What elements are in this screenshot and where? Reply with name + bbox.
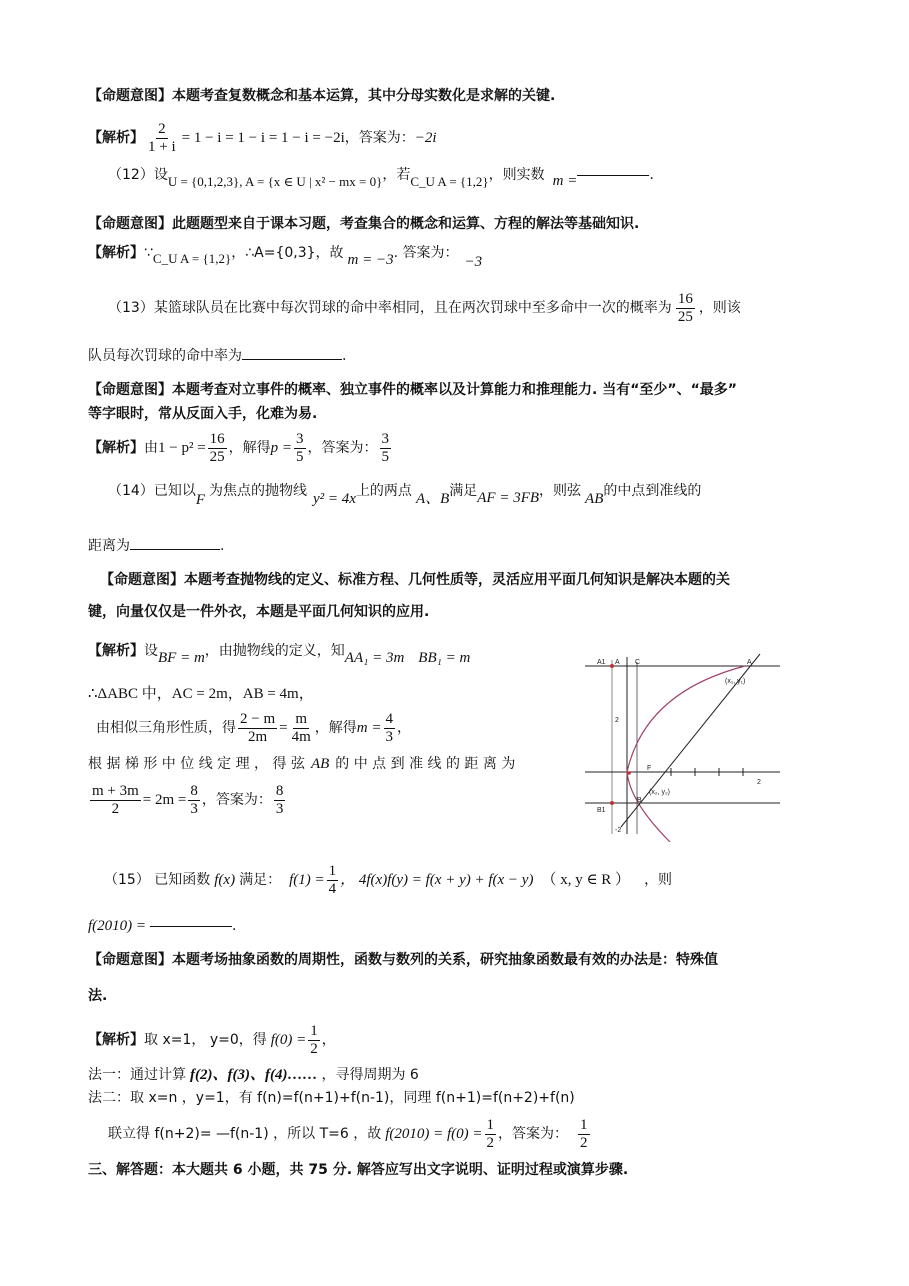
q15-method-1 <box>88 1064 419 1086</box>
q12-intent: 【命题意图】此题题型来自于课本习题，考查集合的概念和运算、方程的解法等基础知识. <box>88 216 640 232</box>
q11-answer: −2i <box>414 130 437 146</box>
q13-text-3: 队员每次罚球的命中率为 <box>88 348 242 364</box>
q15-sol-line-1 <box>88 1020 336 1060</box>
q14-sol-line-5 <box>88 778 287 822</box>
q13-sol-pre: 由 <box>144 440 158 456</box>
q14-s3-num-3: 4 <box>385 710 393 727</box>
q14-s3-den-2: 4m <box>291 728 311 745</box>
q12-sets: U = {0,1,2,3}, A = {x ∈ U | x² − mx = 0} <box>167 174 383 189</box>
q13-p-den: 5 <box>296 448 304 465</box>
q13-intent-1: 【命题意图】本题考查对立事件的概率、独立事件的概率以及计算能力和推理能力. 当有“至少”、“最多” <box>88 382 737 398</box>
q15-intent-1: 【命题意图】本题考场抽象函数的周期性，函数与数列的关系，研究抽象函数最有效的办法是：特殊值 <box>88 952 718 968</box>
q11-fraction <box>146 121 178 156</box>
q14-focus: F <box>195 492 205 508</box>
q14-mid-5: 的中点到准线的 <box>603 483 702 499</box>
q14-s5a: = 2m = <box>142 792 187 808</box>
label-c: C <box>635 659 641 666</box>
q15-m3a: 联立得 f(n+2)= —f(n-1) ，所以 T=6 ，故 <box>108 1126 382 1142</box>
q14-s3b: ，解得 <box>314 720 357 736</box>
q14-s5-num-1: m + 3m <box>92 782 139 799</box>
q13-frac-den: 25 <box>677 308 693 325</box>
q13-answer-fraction <box>380 431 392 466</box>
q14-s3-num-1: 2 − m <box>240 710 276 727</box>
q14-s3-num-2: m <box>295 710 308 727</box>
label-coord-b: (x₂, y₂) <box>649 789 670 796</box>
q14-line-2: 距离为 <box>88 538 130 554</box>
label-neg2: -2 <box>615 827 622 834</box>
q13-p-fraction <box>294 431 306 466</box>
q14-s3a: 由相似三角形性质，得 <box>96 720 236 736</box>
q15-pre: （15） 已知函数 <box>104 872 211 888</box>
q14-s4b: AB <box>310 756 330 772</box>
q14-sol-line-4 <box>88 752 515 776</box>
q13-intent-2: 等字眼时，常从反面入手，化难为易. <box>88 406 318 422</box>
q15-question-line-2 <box>88 914 236 938</box>
q15-f1-den: 4 <box>328 880 337 897</box>
q13-frac-num: 16 <box>677 290 693 307</box>
q15-answer-fraction <box>578 1117 590 1152</box>
q14-s1e: BB₁ = m <box>418 650 471 666</box>
q14-s3-m: m = <box>356 720 382 736</box>
q11-sol-label: 【解析】 <box>88 130 144 146</box>
q11-frac-den: 1 + i <box>148 138 176 155</box>
q12-then: ，则实数 <box>488 167 545 183</box>
q12-complement: C_U A = {1,2} <box>410 174 489 189</box>
q14-s1a: 设 <box>144 643 158 659</box>
q14-s4c: 的 中 点 到 准 线 的 距 离 为 <box>335 756 516 772</box>
q13-sol-num: 16 <box>209 430 225 447</box>
label-coord-a: (x₁, y₁) <box>725 678 746 685</box>
q13-sol-expr: 1 − p² = <box>158 440 206 456</box>
q13-question-line-2 <box>88 346 346 366</box>
label-f: F <box>647 765 652 772</box>
q15-end: . <box>232 918 237 934</box>
q13-sol-den: 25 <box>209 448 225 465</box>
q14-sol-line-3: 由相似三角形性质，得 $\frac{2 - m}{2m}$ = $\frac{m}{4m}$ ，解得 m = $\frac{4}{3}$ ， <box>96 710 411 745</box>
q15-sol-label: 【解析】 <box>88 1032 144 1048</box>
label-b: B <box>637 797 642 804</box>
q12-answer-label: . 答案为： <box>393 245 459 261</box>
q14-s3-frac-3 <box>384 711 396 746</box>
q14-s3-den-3: 3 <box>385 728 393 745</box>
q14-s3-frac-1 <box>238 711 277 746</box>
q13-answer-num: 3 <box>381 430 390 447</box>
q14-mid-1: 为焦点的抛物线 <box>209 483 307 499</box>
q11-solution <box>88 118 437 158</box>
q15-then: ，则 <box>644 872 673 888</box>
q13-sol-fraction <box>208 431 227 466</box>
q13-sol-p: p = <box>270 440 293 456</box>
q13-text: （13）某篮球队员在比赛中每次罚球的命中率相同，且在两次罚球中至多命中一次的概率为 <box>108 300 672 316</box>
q12-solution <box>88 238 482 268</box>
q14-s4a: 根 据 梯 形 中 位 线 定 理 ， 得 弦 <box>88 756 305 772</box>
q14-pre: （14）已知以 <box>108 483 196 499</box>
q15-line-2: f(2010) = <box>88 918 147 934</box>
q14-vector-relation: AF = 3FB <box>477 490 540 506</box>
q12-answer: −3 <box>464 254 483 270</box>
label-x-tick: 2 <box>757 779 761 786</box>
q12-end: . <box>649 167 654 183</box>
q15-m1b: f(2)、f(3)、f(4)…… <box>190 1067 318 1083</box>
q15-m3-num: 1 <box>486 1116 495 1133</box>
q15-s1a: 取 x=1， y=0，得 <box>144 1032 267 1048</box>
q14-s5-num-2: 8 <box>190 782 198 799</box>
q15-m1a: 法一：通过计算 <box>88 1067 186 1083</box>
label-a-small: A <box>615 659 620 666</box>
q15-intent-2: 法. <box>88 988 108 1004</box>
q15-m3-den: 2 <box>486 1134 495 1151</box>
label-a1: A1 <box>597 659 606 666</box>
q12-number: （12）设 <box>108 167 168 183</box>
q13-answer-blank <box>242 359 342 360</box>
q11-frac-num: 2 <box>158 120 166 137</box>
q14-curve: y² = 4x <box>313 491 356 507</box>
q15-m3-fraction <box>485 1117 497 1152</box>
q14-s5-num-3: 8 <box>275 782 284 799</box>
parabola-curve <box>627 666 745 842</box>
q11-expression: = 1 − i = 1 − i = 1 − i = −2i <box>181 130 345 146</box>
q12-m-value: m = −3 <box>347 252 394 268</box>
q15-m3b: f(2010) = f(0) = <box>385 1126 483 1142</box>
q14-s3-frac-2 <box>290 711 313 746</box>
parabola-figure <box>585 652 790 842</box>
q14-intent-2: 键，向量仅仅是一件外衣，本题是平面几何知识的应用. <box>88 604 430 620</box>
q14-answer-blank <box>130 549 220 550</box>
q15-f1-num: 1 <box>328 862 337 879</box>
q14-mid-2: 上的两点 <box>355 483 412 499</box>
q15-answer-den: 2 <box>580 1134 588 1151</box>
q15-equation: ， 4f(x)f(y) = f(x + y) + f(x − y) <box>340 872 534 888</box>
q14-sol-label: 【解析】 <box>88 643 144 659</box>
point-b1 <box>610 801 614 805</box>
q15-s1-fraction <box>308 1023 320 1058</box>
q15-mid-1: 满足： <box>239 872 282 888</box>
q14-mid-4: ，则弦 <box>539 483 582 499</box>
q13-sol-label: 【解析】 <box>88 440 144 456</box>
q14-s5-den-2: 3 <box>190 800 198 817</box>
q12-if: ，若 <box>382 167 411 183</box>
q13-fraction <box>676 291 695 326</box>
q15-method-2: 法二：取 x=n ，y=1，有 f(n)=f(n+1)+f(n-1)，同理 f(n+1)=f(n+2)+f(n) <box>88 1090 575 1106</box>
q13-solution <box>88 428 393 468</box>
q13-p-num: 3 <box>296 430 304 447</box>
q11-answer-label: ，答案为： <box>344 130 415 146</box>
label-b1: B1 <box>597 807 606 814</box>
q15-s1b: f(0) = <box>270 1032 307 1048</box>
q14-chord: AB <box>585 491 604 507</box>
q14-question-line-2 <box>88 536 224 556</box>
q15-method-3 <box>108 1114 592 1154</box>
q15-m3c: ，答案为： <box>498 1126 569 1142</box>
q11-intent: 【命题意图】本题考查复数概念和基本运算，其中分母实数化是求解的关键. <box>88 88 556 104</box>
q15-m1c: ，寻得周期为 6 <box>321 1067 419 1083</box>
q14-question <box>108 476 701 506</box>
q12-sol-label: 【解析】 <box>88 245 144 261</box>
q14-s5-frac-1 <box>90 783 141 818</box>
q15-domain: （ x, y ∈ R ） <box>541 872 631 888</box>
q15-s1-num: 1 <box>310 1022 318 1039</box>
q15-f1: f(1) = <box>289 872 325 888</box>
q13-end: . <box>342 348 347 364</box>
q15-question <box>104 860 672 900</box>
q12-answer-blank <box>577 175 649 176</box>
q15-answer-num: 1 <box>580 1116 588 1133</box>
q15-s1c: ， <box>321 1032 336 1048</box>
q13-answer-label: ，答案为： <box>307 440 378 456</box>
q14-end: . <box>220 538 225 554</box>
q12-variable: m = <box>552 173 578 189</box>
q14-s5-frac-2 <box>188 783 200 818</box>
q14-s1c: ，由抛物线的定义，知 <box>204 643 345 659</box>
q13-question <box>108 288 741 328</box>
q14-mid-3: 满足 <box>449 483 478 499</box>
q14-s5b: ，答案为： <box>201 792 272 808</box>
q14-sol-line-1 <box>88 638 470 664</box>
q15-s1-den: 2 <box>310 1040 318 1057</box>
label-two: 2 <box>615 717 619 724</box>
point-f <box>627 771 631 775</box>
q14-s3-den-1: 2m <box>247 728 268 745</box>
q12-because: ∵ <box>144 245 153 261</box>
section-3-heading: 三、解答题：本大题共 6 小题，共 75 分. 解答应写出文字说明、证明过程或演算步骤. <box>88 1162 629 1178</box>
point-a1 <box>610 664 614 668</box>
q14-s1b: BF = m <box>158 650 205 666</box>
q14-s5-frac-3 <box>274 783 286 818</box>
q15-fx: f(x) <box>214 872 236 888</box>
q12-complement-2: C_U A = {1,2} <box>152 251 232 266</box>
q13-text-2: ，则该 <box>698 300 741 316</box>
q15-f1-fraction <box>327 863 339 898</box>
q15-answer-blank <box>150 926 232 927</box>
q12-question <box>108 160 654 190</box>
q14-points: A、B <box>415 491 450 507</box>
q14-s5-den-1: 2 <box>111 800 120 817</box>
q14-s5-den-3: 3 <box>275 800 284 817</box>
q13-answer-den: 5 <box>381 448 390 465</box>
q14-intent-1: 【命题意图】本题考查抛物线的定义、标准方程、几何性质等，灵活应用平面几何知识是解决本题的关 <box>100 572 730 588</box>
q14-s1d: AA₁ = 3m <box>344 650 405 666</box>
q14-sol-line-2: ∴ΔABC 中，AC = 2m，AB = 4m， <box>88 686 314 702</box>
q13-sol-mid: ，解得 <box>228 440 271 456</box>
q12-therefore: ，∴A={0,3}，故 <box>231 245 344 261</box>
label-a: A <box>747 659 752 666</box>
